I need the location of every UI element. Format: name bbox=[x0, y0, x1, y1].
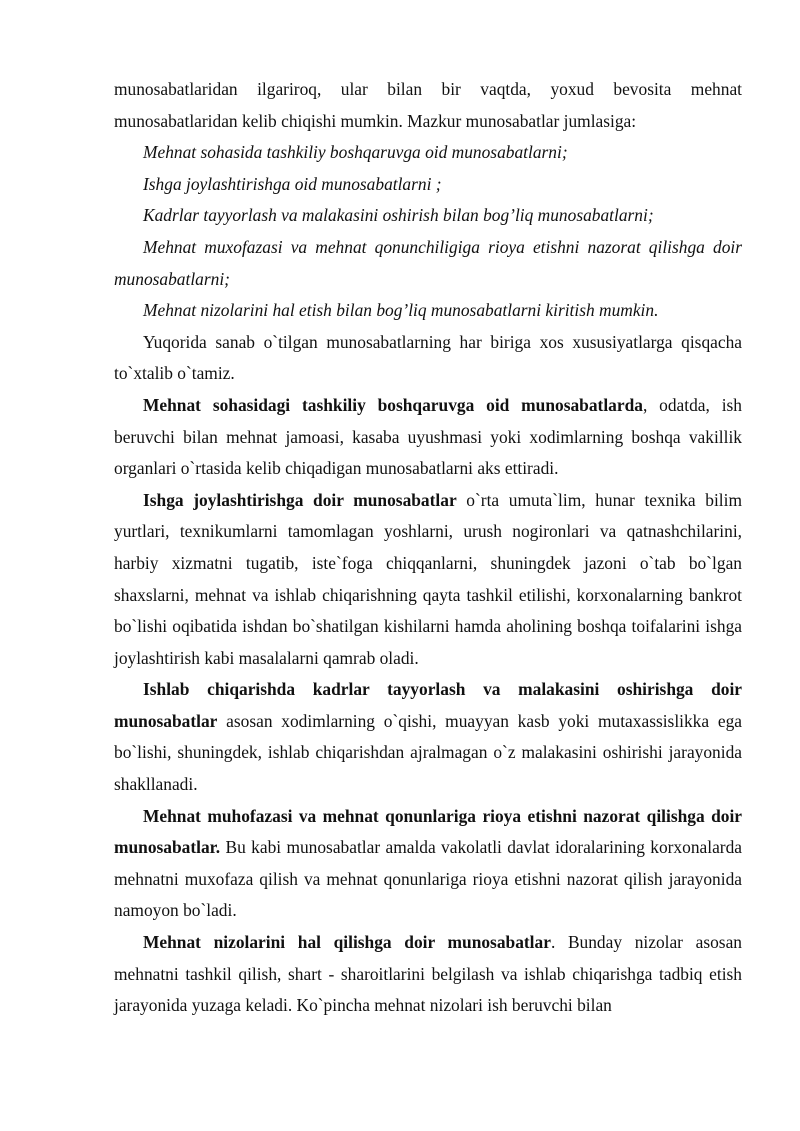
paragraph-continuation: munosabatlaridan ilgariroq, ular bilan bir vaqtda, yoxud bevosita mehnat munosabatlaridan kelib chiqishi mumkin. Mazkur munosabatlar jumlasiga: bbox=[114, 79, 742, 131]
paragraph-intro: Yuqorida sanab o`tilgan munosabatlarning har biriga xos xususiyatlarga qisqacha to`xtalib o`tamiz. bbox=[114, 331, 742, 384]
list-item: Ishga joylashtirishga oid munosabatlarni ; bbox=[143, 173, 442, 194]
paragraph-labor-protection-relations bbox=[114, 801, 742, 927]
paragraph-body: . Bunday nizolar asosan mehnatni tashkil qilish, shart - sharoitlarini belgilash va ishlab chiqarishga tadbiq etish jarayonida yuzaga keladi. Ko`pincha mehnat nizolari ish beruvchi bilan bbox=[114, 932, 742, 1016]
list-item: Mehnat nizolarini hal etish bilan bog’liq munosabatlarni kiritish mumkin. bbox=[143, 300, 659, 321]
paragraph-heading: Mehnat muhofazasi va mehnat qonunlariga rioya etishni nazorat qilishga doir munosabatlar. bbox=[114, 805, 742, 858]
paragraph-body: asosan xodimlarning o`qishi, muayyan kasb yoki mutaxassislikka ega bo`lishi, shuningdek, ishlab chiqarishdan ajralmagan o`z malakasini oshirishi jarayonida shakllanadi. bbox=[114, 710, 742, 795]
paragraph-heading: Mehnat sohasidagi tashkiliy boshqaruvga oid munosabatlarda bbox=[143, 394, 643, 415]
paragraph-body: Bu kabi munosabatlar amalda vakolatli davlat idoralarining korxonalarda mehnatni muxofaza qilish va mehnat qonunlariga rioya etishni nazorat qilish jarayonida namoyon bo`ladi. bbox=[114, 837, 742, 921]
list-item: Kadrlar tayyorlash va malakasini oshirish bilan bog’liq munosabatlarni; bbox=[143, 205, 654, 226]
list-item: Mehnat sohasida tashkiliy boshqaruvga oid munosabatlarni; bbox=[143, 142, 568, 163]
paragraph-body: , odatda, ish beruvchi bilan mehnat jamoasi, kasaba uyushmasi yoki xodimlarning boshqa vakillik organlari o`rtasida kelib chiqadigan munosabatlarni aks ettiradi. bbox=[114, 394, 742, 479]
paragraph-heading: Ishlab chiqarishda kadrlar tayyorlash va malakasini oshirishga doir munosabatlar bbox=[114, 679, 742, 731]
paragraph-training-relations bbox=[114, 674, 742, 800]
document-page bbox=[114, 74, 742, 1022]
paragraph-heading: Mehnat nizolarini hal qilishga doir munosabatlar bbox=[143, 932, 551, 953]
paragraph-employment-relations bbox=[114, 485, 742, 675]
paragraph-labor-disputes-relations bbox=[114, 927, 742, 1022]
paragraph-heading: Ishga joylashtirishga doir munosabatlar bbox=[143, 489, 457, 510]
paragraph-management-relations bbox=[114, 390, 742, 485]
paragraph-body: o`rta umuta`lim, hunar texnika bilim yurtlari, texnikumlarni tamomlagan yoshlarni, urush nogironlari va qatnashchilarini, harbiy xizmatni tugatib, iste`foga chiqqanlarni, shuningdek jazoni o`tab bo`lgan shaxslarni, mehnat va ishlab chiqarishning qayta tashkil etilishi, korxonalarning bankrot bo`lishi oqibatida ishdan bo`shatilgan kishilarni hamda aholining boshqa toifalarini ishga joylashtirish kabi masalalarni qamrab oladi. bbox=[114, 489, 742, 668]
list-item: Mehnat muxofazasi va mehnat qonunchiligiga rioya etishni nazorat qilishga doir munosabatlarni; bbox=[114, 236, 742, 289]
